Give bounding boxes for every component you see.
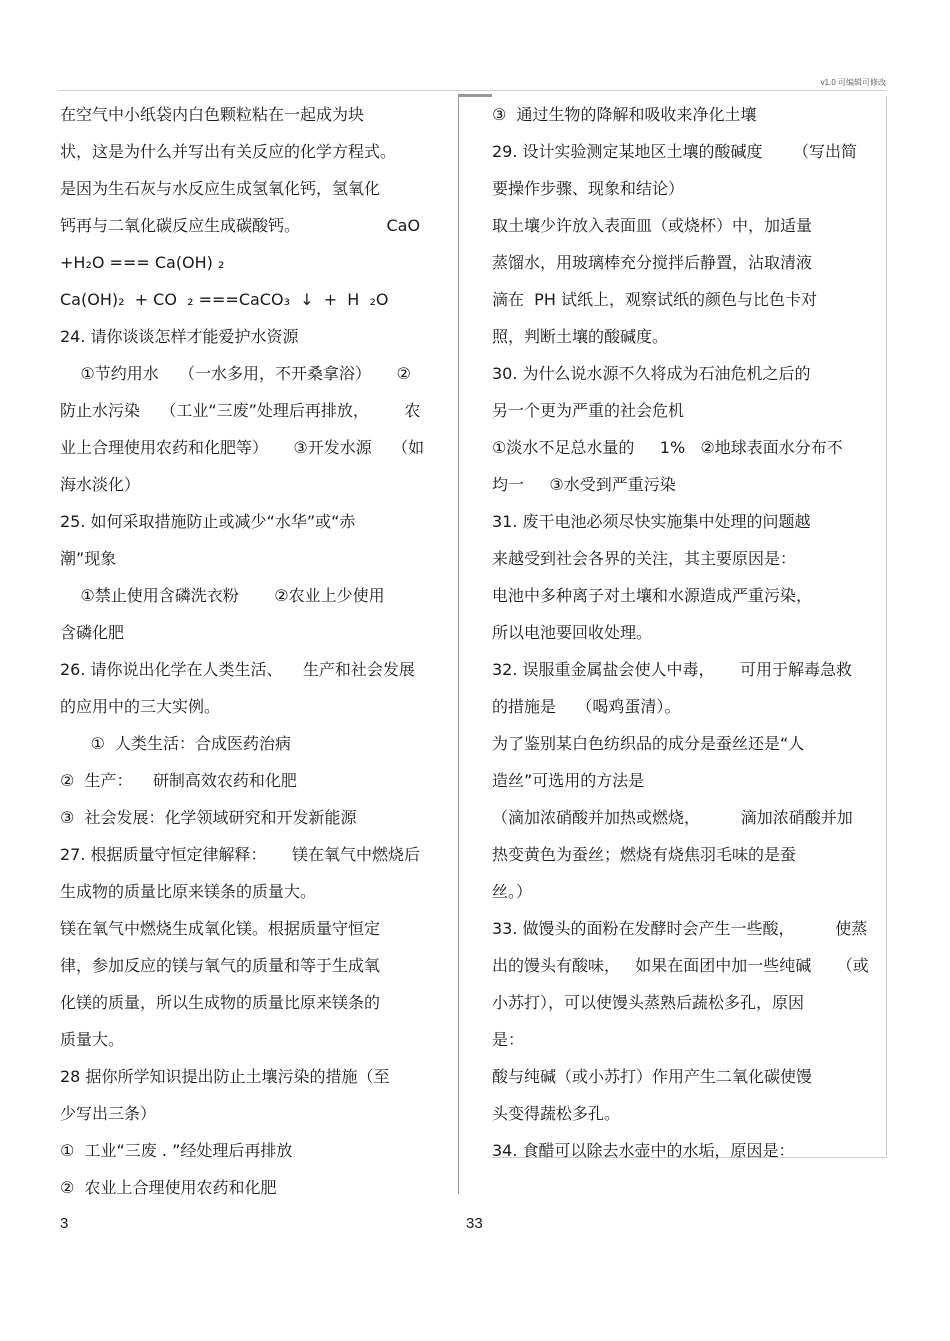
text-line: 是： [492,1030,525,1049]
text-line: 另一个更为严重的社会危机 [492,401,685,420]
text-line: ③ 通过生物的降解和吸收来净化土壤 [492,105,757,124]
version-note: v1.0 可编辑可修改 [820,78,886,87]
left-column [60,96,456,1206]
text-line: 32. 误服重金属盐会使人中毒， 可用于解毒急救 [492,660,852,679]
text-line: 酸与纯碱（或小苏打）作用产生二氧化碳使馒 [492,1067,813,1086]
text-line: 28 据你所学知识提出防止土壤污染的措施（至 [60,1067,390,1086]
text-line: +H₂O === Ca(OH) ₂ [60,253,225,272]
text-line: 是因为生石灰与水反应生成氢氧化钙，氢氧化 [60,179,381,198]
text-line: 31. 废干电池必须尽快实施集中处理的问题越 [492,512,811,531]
text-line: 30. 为什么说水源不久将成为石油危机之后的 [492,364,811,383]
text-line: 的措施是 （喝鸡蛋清）。 [492,697,681,716]
text-line: 质量大。 [60,1030,125,1049]
column-divider-cap [458,94,492,97]
text-line: 业上合理使用农药和化肥等） ③开发水源 （如 [60,438,425,457]
text-line: 头变得蔬松多孔。 [492,1104,621,1123]
text-line: 化镁的质量，所以生成物的质量比原来镁条的 [60,993,381,1012]
text-line: 取土壤少许放入表面皿（或烧杯）中，加适量 [492,216,813,235]
text-line: （滴加浓硝酸并加热或燃烧， 滴加浓硝酸并加 [492,808,853,827]
text-line: ①禁止使用含磷洗衣粉 ②农业上少使用 [60,586,385,605]
text-line: 律，参加反应的镁与氧气的质量和等于生成氧 [60,956,381,975]
text-line: 所以电池要回收处理。 [492,623,653,642]
page-number-center: 33 [466,1215,483,1232]
text-line: 34. 食醋可以除去水壶中的水垢，原因是： [492,1141,795,1160]
text-line: ① 人类生活：合成医药治病 [60,734,292,753]
text-line: 照，判断土壤的酸碱度。 [492,327,669,346]
text-line: 在空气中小纸袋内白色颗粒粘在一起成为块 [60,105,365,124]
text-line: 要操作步骤、现象和结论） [492,179,685,198]
text-line: 镁在氧气中燃烧生成氧化镁。根据质量守恒定 [60,919,381,938]
header-rule [58,90,886,91]
text-line: 造丝”可选用的方法是 [492,771,645,790]
text-line: 钙再与二氧化碳反应生成碳酸钙。 CaO [60,216,421,235]
text-line: ③ 社会发展：化学领域研究和开发新能源 [60,808,357,827]
text-line: ② 生产： 研制高效农药和化肥 [60,771,297,790]
page-number-left: 3 [60,1215,69,1232]
text-line: 含磷化肥 [60,623,125,642]
text-line: 潮”现象 [60,549,117,568]
text-line: 26. 请你说出化学在人类生活、 生产和社会发展 [60,660,415,679]
text-line: 24. 请你谈谈怎样才能爱护水资源 [60,327,299,346]
text-line: ①节约用水 （一水多用，不开桑拿浴） ② [60,364,411,383]
text-line: 防止水污染 （工业“三废”处理后再排放， 农 [60,401,421,420]
text-line: 小苏打），可以使馒头蒸熟后蔬松多孔，原因 [492,993,805,1012]
text-line: 33. 做馒头的面粉在发酵时会产生一些酸， 使蒸 [492,919,868,938]
text-line: 27. 根据质量守恒定律解释： 镁在氧气中燃烧后 [60,845,420,864]
text-line: 状，这是为什么并写出有关反应的化学方程式。 [60,142,397,161]
text-line: ①淡水不足总水量的 1% ②地球表面水分布不 [492,438,843,457]
text-line: 热变黄色为蚕丝；燃烧有烧焦羽毛味的是蚕 [492,845,797,864]
text-line: 少写出三条） [60,1104,157,1123]
right-column-border [886,96,887,1158]
text-line: 的应用中的三大实例。 [60,697,221,716]
text-line: Ca(OH)₂ + CO ₂ ===CaCO₃ ↓ + H ₂O [60,290,389,309]
text-line: 出的馒头有酸味， 如果在面团中加一些纯碱 （或 [492,956,869,975]
text-line: ② 农业上合理使用农药和化肥 [60,1178,277,1197]
text-line: 丝。） [492,882,533,901]
text-line: 蒸馏水，用玻璃棒充分搅拌后静置，沾取清液 [492,253,813,272]
text-line: 29. 设计实验测定某地区土壤的酸碱度 （写出简 [492,142,858,161]
text-line: 均一 ③水受到严重污染 [492,475,676,494]
column-divider [458,96,459,1194]
text-line: ① 工业“三废 . ”经处理后再排放 [60,1141,293,1160]
text-line: 25. 如何采取措施防止或减少“水华”或“赤 [60,512,356,531]
text-line: 海水淡化） [60,475,141,494]
text-line: 电池中多种离子对土壤和水源造成严重污染， [492,586,813,605]
text-line: 来越受到社会各界的关注，其主要原因是： [492,549,797,568]
text-line: 滴在 PH 试纸上，观察试纸的颜色与比色卡对 [492,290,817,309]
right-column [492,96,886,1169]
text-line: 为了鉴别某白色纺织品的成分是蚕丝还是“人 [492,734,805,753]
text-line: 生成物的质量比原来镁条的质量大。 [60,882,317,901]
